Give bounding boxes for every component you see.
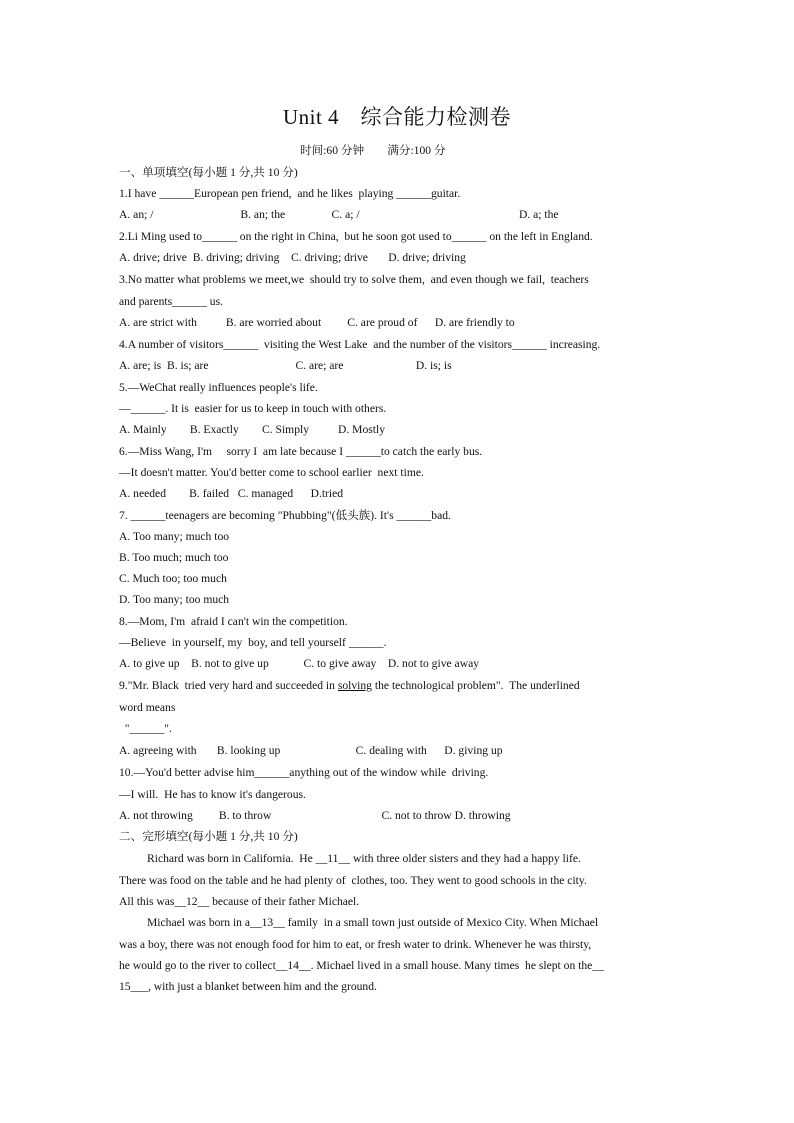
question-line: and parents______ us.: [119, 295, 224, 308]
options-line: B. Too much; much too: [119, 551, 229, 564]
page-title: Unit 4 综合能力检测卷: [282, 105, 512, 129]
question-line: —______. It is easier for us to keep in touch with others.: [119, 402, 387, 415]
question-line: —Believe in yourself, my boy, and tell yourself ______.: [119, 636, 387, 649]
question-text: 9."Mr. Black tried very hard and succeeded in: [119, 679, 338, 692]
question-text: the technological problem". The underlined: [371, 679, 580, 692]
options-line: A. are; is B. is; are C. are; are D. is; is: [119, 359, 452, 372]
passage-line: was a boy, there was not enough food for him to eat, or fresh water to drink. Whenever he was thirsty,: [119, 938, 592, 951]
passage-line: All this was__12__ because of their father Michael.: [119, 895, 360, 908]
question-line: [119, 679, 580, 693]
question-line: —It doesn't matter. You'd better come to school earlier next time.: [119, 466, 424, 479]
options-line: A. needed B. failed C. managed D.tried: [119, 487, 344, 500]
options-line: A. agreeing with B. looking up C. dealing with D. giving up: [119, 744, 503, 757]
question-line: 4.A number of visitors______ visiting the West Lake and the number of the visitors______ increasing.: [119, 338, 601, 351]
options-line: A. are strict with B. are worried about C. are proud of D. are friendly to: [119, 316, 515, 329]
question-line: 7. ______teenagers are becoming "Phubbing"(低头族). It's ______bad.: [119, 509, 451, 522]
question-line: 3.No matter what problems we meet,we should try to solve them, and even though we fail, teachers: [119, 273, 589, 286]
passage-line: There was food on the table and he had plenty of clothes, too. They went to good schools in the city.: [119, 874, 587, 887]
question-line: 6.—Miss Wang, I'm sorry I am late because I ______to catch the early bus.: [119, 445, 483, 458]
passage-line: 15___, with just a blanket between him and the ground.: [119, 980, 377, 993]
options-line: A. Mainly B. Exactly C. Simply D. Mostly: [119, 423, 386, 436]
question-line: —I will. He has to know it's dangerous.: [119, 788, 306, 801]
question-line: word means: [119, 701, 176, 714]
options-line: D. Too many; too much: [119, 593, 230, 606]
question-line: 10.—You'd better advise him______anything out of the window while driving.: [119, 766, 489, 779]
options-line: A. an; / B. an; the C. a; / D. a; the: [119, 208, 559, 221]
question-line: 1.I have ______European pen friend, and he likes playing ______guitar.: [119, 187, 461, 200]
options-line: A. Too many; much too: [119, 530, 230, 543]
passage-line: Richard was born in California. He __11__ with three older sisters and they had a happy life.: [147, 852, 581, 865]
options-line: C. Much too; too much: [119, 572, 227, 585]
underlined-word: solving: [337, 679, 372, 692]
options-line: A. not throwing B. to throw C. not to throw D. throwing: [119, 809, 511, 822]
question-line: 2.Li Ming used to______ on the right in China, but he soon got used to______ on the left in England.: [119, 230, 593, 243]
question-line: 8.—Mom, I'm afraid I can't win the competition.: [119, 615, 348, 628]
time-info: 时间:60 分钟 满分:100 分: [300, 144, 446, 157]
section-heading: 二、完形填空(每小题 1 分,共 10 分): [119, 830, 298, 843]
passage-line: he would go to the river to collect__14__. Michael lived in a small house. Many times he slept on the__: [119, 959, 604, 972]
question-line: 5.—WeChat really influences people's life.: [119, 381, 318, 394]
question-line: "______".: [119, 722, 172, 735]
options-line: A. drive; drive B. driving; driving C. driving; drive D. drive; driving: [119, 251, 466, 264]
options-line: A. to give up B. not to give up C. to give away D. not to give away: [119, 657, 480, 670]
section-heading: 一、单项填空(每小题 1 分,共 10 分): [119, 166, 298, 179]
passage-line: Michael was born in a__13__ family in a small town just outside of Mexico City. When Michael: [147, 916, 599, 929]
